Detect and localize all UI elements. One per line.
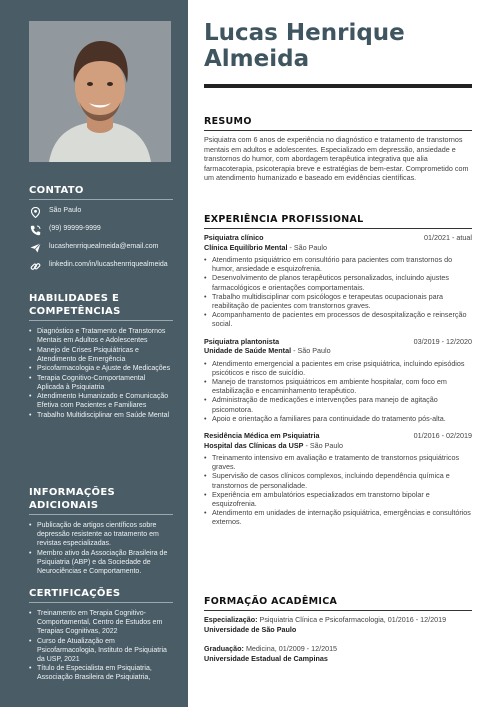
- list-item: • Apoio e orientação a familiares para continuidade do tratamento pós-alta.: [204, 414, 472, 423]
- skills-list: [29, 327, 173, 420]
- summary-text: Psiquiatra com 6 anos de experiência no diagnóstico e tratamento de transtornos mentais em adultos e adolescentes. Especializado em depressão, ansiedade e transtornos do humor, com abordagem terapêutica integrativa que alia farmacoterapia, psicoterapia breve e estratégias de bem-estar. Comprometido com um atendimento humanizado e baseado em evidências científicas.: [204, 135, 469, 182]
- list-item: • Treinamento em Terapia Cognitivo-Comportamental, Centro de Estudos em Terapias Cognitivas, 2022: [29, 609, 173, 636]
- education-entry: [204, 615, 472, 634]
- experience-section: [204, 214, 472, 535]
- location-icon: [29, 206, 41, 218]
- certifications-list: [29, 609, 173, 682]
- list-item: • Membro ativo da Associação Brasileira de Psiquiatria (ABP) e da Sociedade de Neurociências e Comportamento.: [29, 549, 173, 576]
- contact-email[interactable]: [29, 242, 173, 254]
- list-item: • Atendimento Humanizado e Comunicação Efetiva com Pacientes e Familiares: [29, 392, 173, 410]
- candidate-name: [204, 20, 405, 72]
- education-section: [204, 596, 472, 673]
- job-role: Psiquiatra plantonista: [204, 336, 280, 346]
- contact-linkedin-text[interactable]: linkedin.com/in/lucashenrriquealmeida: [49, 261, 168, 268]
- list-item: • Terapia Cognitivo-Comportamental Aplicada à Psiquiatria: [29, 374, 173, 392]
- job-bullets: [204, 255, 472, 329]
- list-item: • Treinamento intensivo em avaliação e tratamento de transtornos psiquiátricos graves.: [204, 453, 472, 471]
- additional-list: [29, 521, 173, 576]
- edu-label: Graduação:: [204, 644, 244, 653]
- skills-section: [29, 292, 173, 420]
- job-entry: [204, 233, 472, 329]
- edu-detail: Medicina, 01/2009 - 12/2015: [243, 644, 338, 653]
- list-item: • Atendimento em unidades de internação psiquiátrica, emergências e consultórios externos.: [204, 508, 472, 526]
- education-entry: [204, 644, 472, 663]
- contact-title: CONTATO: [29, 184, 173, 200]
- contact-linkedin[interactable]: [29, 260, 173, 272]
- list-item: • Experiência em ambulatórios especializados em transtorno bipolar e esquizofrenia.: [204, 490, 472, 508]
- job-role: Psiquiatra clínico: [204, 233, 264, 242]
- job-entry: [204, 337, 472, 423]
- list-item: • Publicação de artigos científicos sobre depressão resistente ao tratamento em revistas especializadas.: [29, 521, 173, 548]
- contact-location: [29, 206, 173, 218]
- job-org: Unidade de Saúde Mental: [204, 346, 292, 356]
- phone-icon: [29, 224, 41, 236]
- summary-title: RESUMO: [204, 116, 472, 131]
- experience-title: EXPERIÊNCIA PROFISSIONAL: [204, 214, 472, 229]
- job-org: Hospital das Clínicas da USP: [204, 440, 304, 450]
- edu-school: Universidade Estadual de Campinas: [204, 653, 328, 663]
- list-item: • Manejo de Crises Psiquiátricas e Atendimento de Emergência: [29, 346, 173, 364]
- list-item: • Administração de medicações e intervenções para manejo de agitação psicomotora.: [204, 395, 472, 413]
- contact-location-text: São Paulo: [49, 207, 82, 214]
- skills-title: HABILIDADES E COMPETÊNCIAS: [29, 292, 173, 321]
- certifications-title: CERTIFICAÇÕES: [29, 587, 173, 603]
- contact-section: [29, 184, 173, 278]
- job-dates: 01/2016 - 02/2019: [413, 431, 472, 441]
- additional-title: INFORMAÇÕES ADICIONAIS: [29, 486, 173, 515]
- list-item: • Psicofarmacologia e Ajuste de Medicações: [29, 364, 173, 373]
- list-item: • Acompanhamento de pacientes em processos de desospitalização e reinserção social.: [204, 310, 472, 328]
- contact-phone: [29, 224, 173, 236]
- certifications-section: [29, 587, 173, 683]
- list-item: • Trabalho Multidisciplinar em Saúde Mental: [29, 411, 173, 420]
- contact-email-text[interactable]: lucashenrriquealmeida@email.com: [49, 243, 159, 250]
- list-item: • Título de Especialista em Psiquiatria, Associação Brasileira de Psiquiatria,: [29, 664, 173, 682]
- job-location: - São Paulo: [291, 346, 331, 356]
- email-icon: [29, 242, 41, 254]
- additional-section: [29, 486, 173, 576]
- job-role: Residência Médica em Psiquiatria: [204, 431, 320, 441]
- list-item: • Diagnóstico e Tratamento de Transtornos Mentais em Adultos e Adolescentes: [29, 327, 173, 345]
- link-icon: [29, 260, 41, 272]
- profile-photo: [29, 21, 171, 162]
- summary-section: [204, 116, 472, 183]
- contact-phone-text: (99) 99999-9999: [49, 225, 101, 232]
- edu-detail: Psiquiatria Clínica e Psicofarmacologia, 01/2016 - 12/2019: [257, 615, 447, 624]
- job-location: - São Paulo: [287, 242, 328, 252]
- list-item: • Atendimento psiquiátrico em consultório para pacientes com transtornos do humor, ansiedade e esquizofrenia.: [204, 255, 472, 273]
- education-title: FORMAÇÃO ACADÊMICA: [204, 596, 472, 611]
- list-item: • Trabalho multidisciplinar com psicólogos e terapeutas ocupacionais para reabilitação de pacientes com transtornos graves.: [204, 292, 472, 310]
- list-item: • Atendimento emergencial a pacientes em crise psiquiátrica, incluindo episódios psicóticos e risco de suicídio.: [204, 359, 472, 377]
- job-entry: [204, 431, 472, 527]
- list-item: • Supervisão de casos clínicos complexos, incluindo dependência química e transtornos de personalidade.: [204, 471, 472, 489]
- job-dates: 01/2021 - atual: [424, 233, 472, 242]
- job-org: Clínica Equilíbrio Mental: [204, 242, 288, 252]
- edu-school: Universidade de São Paulo: [204, 624, 297, 634]
- job-location: - São Paulo: [303, 440, 344, 450]
- name-line-1: Lucas Henrique: [204, 20, 405, 46]
- list-item: • Curso de Atualização em Psicofarmacologia, Instituto de Psiquiatria da USP, 2021: [29, 637, 173, 664]
- job-bullets: [204, 359, 472, 423]
- list-item: • Manejo de transtornos psiquiátricos em ambiente hospitalar, com foco em estabilização e encaminhamento terapêutico.: [204, 377, 472, 395]
- name-divider: [204, 84, 472, 88]
- job-dates: 03/2019 - 12/2020: [413, 336, 472, 346]
- sidebar: [0, 0, 188, 707]
- edu-label: Especialização:: [204, 615, 258, 624]
- job-bullets: [204, 453, 472, 527]
- name-line-2: Almeida: [204, 46, 310, 72]
- list-item: • Desenvolvimento de planos terapêuticos personalizados, incluindo ajustes farmacológicos e orientações comportamentais.: [204, 273, 472, 291]
